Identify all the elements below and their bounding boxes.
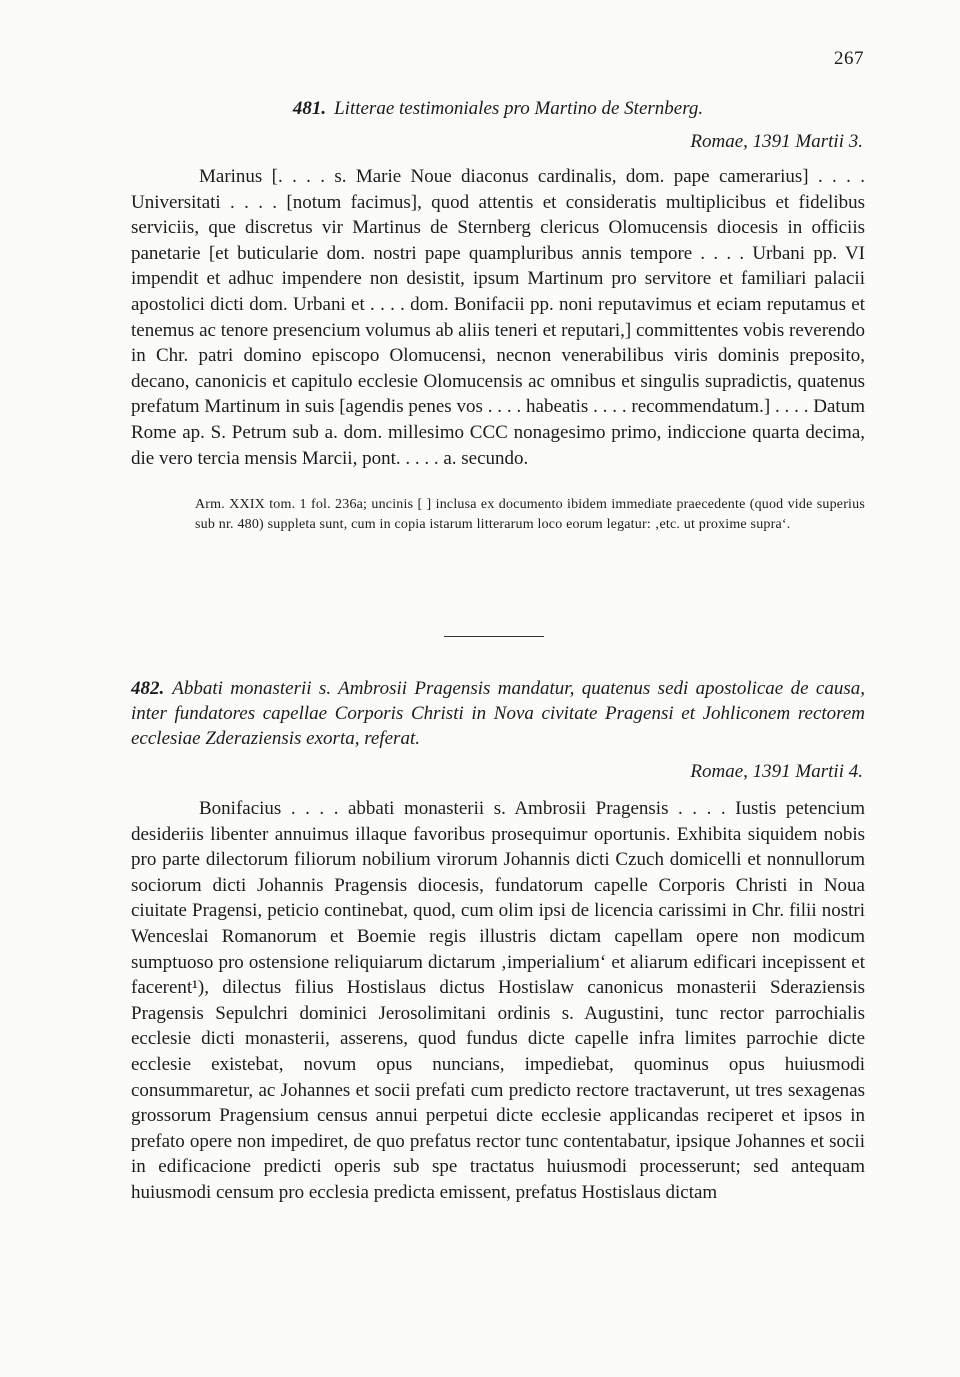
document-date: Romae, 1391 Martii 4. xyxy=(690,761,863,782)
document-date: Romae, 1391 Martii 3. xyxy=(690,131,863,152)
document-number: 481. xyxy=(292,98,327,119)
document-body xyxy=(131,164,865,471)
document-481 xyxy=(131,96,865,535)
document-title xyxy=(131,96,865,121)
document-title-text: Litterae testimoniales pro Martino de Sternberg. xyxy=(334,98,704,119)
body-paragraph: Bonifacius . . . . abbati monasterii s. Ambrosii Pragensis . . . . Iustis petencium desideriis libenter annuimus illaque favoribus prosequimur oportunis. Exhibita siquidem nobis pro parte dilectorum filiorum nobilium virorum Johannis dicti Czuch domicelli et nonnullorum sociorum dicti Johannis Pragensis diocesis, fundatorum capelle Corporis Christi in Noua ciuitate Pragensi, peticio continebat, quod, cum olim ipsi de licencia carissimi in Chr. filii nostri Wenceslai Romanorum et Boemie regis illustris dictam capellam opere non modicum sumptuoso pro ostensione reliquiarum dictarum ‚imperialium‘ et aliarum edificari incepissent et facerent¹), dilectus filius Hostislaus dictus Hostislaw canonicus monasterii Sderaziensis Pragensis Sepulchri dominici Jerosolimitani ordinis s. Augustini, tunc rector parrochialis ecclesie dicti monasterii, asserens, quod fundus dicte capelle infra limites parrochie dicte ecclesie existebat, novum opus nuncians, impediebat, quominus opus huiusmodi consummaretur, ac Johannes et socii prefati cum predicto rectore tractaverunt, ut tres sexagenas grossorum Pragensium census annui perpetui dicte ecclesie applicandas reciperet et ipsos in prefato opere non impediret, de quo prefatus rector tunc contentabatur, ipsique Johannes et socii in edificacione predicti operis sub spe tractatus huiusmodi processerunt; sed antequam huiusmodi censum pro ecclesia predicta emissent, prefatus Hostislaus dictam xyxy=(131,798,865,1203)
document-title xyxy=(131,676,865,751)
section-divider xyxy=(444,636,544,637)
source-note: Arm. XXIX tom. 1 fol. 236a; uncinis [ ] inclusa ex documento ibidem immediate praecedente (quod vide superius sub nr. 480) suppleta sunt, cum in copia istarum litterarum loco eorum legatur: ‚etc. ut proxime supra‘. xyxy=(195,497,865,533)
body-paragraph: Marinus [. . . . s. Marie Noue diaconus cardinalis, dom. pape camerarius] . . . . Universitati . . . . [notum facimus], quod attentis et consideratis multiplicibus et fidelibus serviciis, que discretus vir Martinus de Sternberg clericus Olomucensis diocesis in officiis panetarie [et buticularie dom. nostri pape quampluribus annis tempore . . . . Urbani pp. VI impendit et adhuc impendere non desistit, ipsum Martinum pro servitore et familiari palacii apostolici dicti dom. Urbani et . . . . dom. Bonifacii pp. noni reputavimus et eciam reputamus et tenemus ac tenore presencium volumus ab aliis teneri et reputari,] committentes vobis reverendo in Chr. patri domino episcopo Olomucensi, necnon venerabilibus viris dominis preposito, decano, canonicis et capitulo ecclesie Olomucensis ac omnibus et singulis supradictis, quatenus prefatum Martinum in suis [agendis penes vos . . . . habeatis . . . . recommendatum.] . . . . Datum Rome ap. S. Petrum sub a. dom. millesimo CCC nonagesimo primo, indiccione quarta decima, die vero tercia mensis Marcii, pont. . . . . a. secundo. xyxy=(131,166,865,469)
document-title-text: Abbati monasterii s. Ambrosii Pragensis mandatur, quatenus sedi apostolicae de causa, inter fundatores capellae Corporis Christi in Nova civitate Pragensi et Johliconem rectorem ecclesiae Zderaziensis exorta, referat. xyxy=(131,678,865,749)
document-body xyxy=(131,796,865,1206)
document-number: 482. xyxy=(131,678,165,699)
document-482 xyxy=(131,676,865,1206)
page-number: 267 xyxy=(834,48,864,69)
